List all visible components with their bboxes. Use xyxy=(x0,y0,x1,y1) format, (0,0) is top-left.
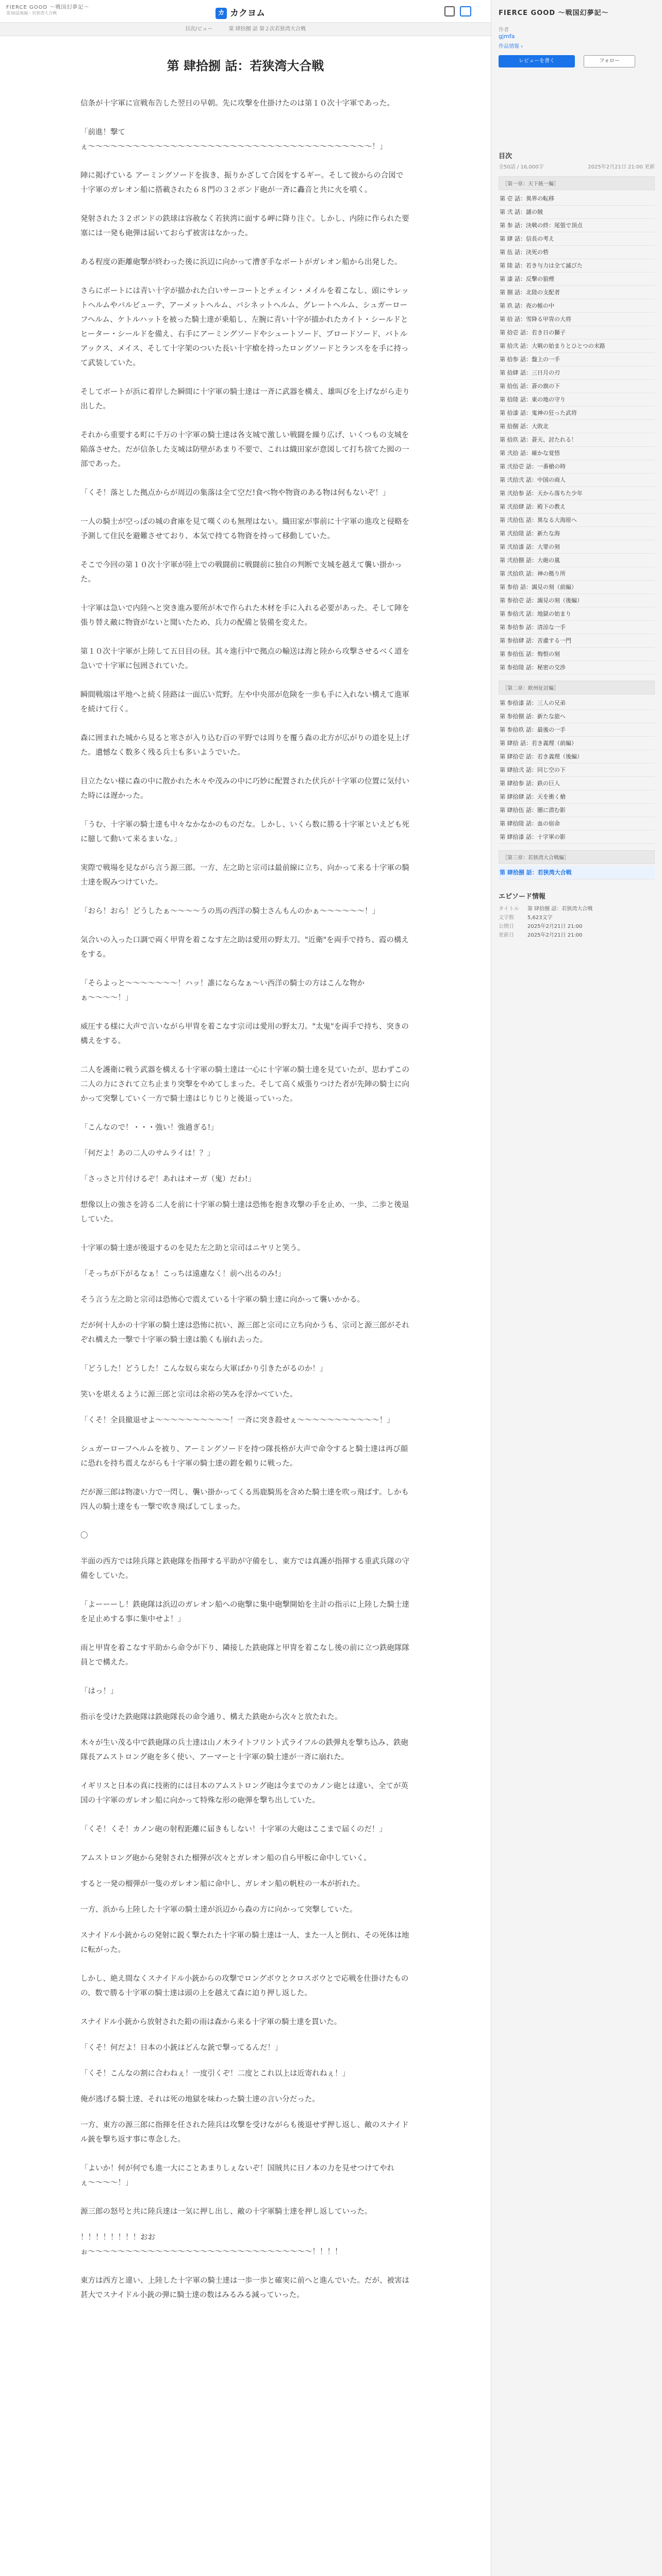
story-paragraph: 二人を護衛に戦う武器を構える十字軍の騎士達は一心に十字軍の騎士達を見ていたが、思わずこの二人の力にされて立ち止まり突撃をやめてしまった。そして高く威張りつけた者が先陣の騎士に向かって突撃していく一方で騎士達はじりじりと後退っていった。 xyxy=(80,1066,409,1103)
toc-episode-link[interactable]: 第 参拾玖 話：最後の一手 xyxy=(499,723,655,737)
toc-episode-link[interactable]: 第 拾陸 話：東の地の守り xyxy=(499,393,655,406)
toc-episode-link[interactable]: 第 参拾漆 話：三人の兄弟 xyxy=(499,697,655,710)
story-paragraph: 俺が逃げる騎士達、それは死の地獄を味わった騎士達の言い分だった。 xyxy=(80,2095,320,2104)
sidebar xyxy=(491,0,662,2576)
write-review-button[interactable]: レビューを書く xyxy=(499,55,575,67)
story-paragraph: 瞬間戦端は平地へと続く陸路は一面広い荒野。左や中央部が危険を一歩も手に入れない構えて進軍を続けて行く。 xyxy=(80,691,409,714)
story-paragraph: 一方、東方の源三郎に指揮を任された陸兵は攻撃を受けながらも後退せず押し返し、敵のスナイドル銃を撃ち返す事に専念した。 xyxy=(80,2121,409,2144)
story-paragraph: スナイドル小銃から放射された鉛の雨は森から来る十字軍の騎士達を貫いた。 xyxy=(80,2018,342,2026)
toc-episode-link[interactable]: 第 拾玖 話：蒼天、討たれる！ xyxy=(499,433,655,447)
toc-episode-link[interactable]: 第 弐拾弐 話：中国の商人 xyxy=(499,473,655,487)
story-paragraph: しかし、絶え間なくスナイドル小銃からの攻撃でロングボウとクロスボウとで応戦を仕掛けたものの、数で勝る十字軍の騎士達は頭の上を越えて森に迫り押し返した。 xyxy=(80,1975,409,1997)
story-paragraph: それから重要する町に千万の十字軍の騎士達は各支城で激しい戦闘を繰り広げ、いくつもの支城を陥落させた。だが信条した支城は防壁があまり不要で、これは織田家が意図して打ち捨てた囮の一部であった。 xyxy=(80,431,409,468)
story-paragraph: すると一発の榴弾が一隻のガレオン船に命中し、ガレオン船の帆柱の一本が折れた。 xyxy=(80,1880,365,1888)
toc-episode-link[interactable]: 第 弐拾伍 話：異なる大海原へ xyxy=(499,514,655,527)
story-paragraph: そしてボートが浜に着岸した瞬間に十字軍の騎士達は一斉に武器を構え、雄叫びを上げながら走り出した。 xyxy=(80,388,410,411)
toc-episode-link[interactable]: 第 伍 話：決死の砦 xyxy=(499,246,655,259)
episode-info-row xyxy=(499,905,655,913)
follow-button[interactable]: フォロー xyxy=(584,55,635,67)
story-paragraph: 気合いの入った口調で両く甲冑を着こなす左之助は愛用の野太刀。"近衛"を両手で持ち、霞の構えをする。 xyxy=(80,936,409,959)
toc-episode-link[interactable]: 第 参拾弐 話：地獄の始まり xyxy=(499,607,655,621)
episode-info-value: 2025年2月21日 21:00 xyxy=(527,933,583,938)
story-paragraph: 「くそ！落とした拠点からが周辺の集落は全て空だ!食べ物や物資のある物は何もないぞ！」 xyxy=(80,489,390,497)
story-paragraph: スナイドル小銃からの発射に鋭く撃たれた十字軍の騎士達は一人、また一人と倒れ、その死体は地に転がった。 xyxy=(80,1931,409,1954)
toc-episode-link[interactable]: 第 弐拾捌 話：大砲の嵐 xyxy=(499,554,655,567)
toc-episode-link[interactable]: 第 弐拾漆 話：大罪の刻 xyxy=(499,540,655,554)
story-paragraph: 想像以上の強さを誇る二人を前に十字軍の騎士達は恐怖を抱き攻撃の手を止め、一歩、二歩と後退していた。 xyxy=(80,1201,409,1224)
story-body xyxy=(80,96,410,2302)
toc-meta-updated: 2025年2月21日 21:00 更新 xyxy=(588,164,655,170)
story-paragraph: 「さっさと片付けるぞ！あれはオーガ（鬼）だわ!」 xyxy=(80,1175,256,1183)
toc-episode-link[interactable]: 第 参拾壱 話：謁見の刻（後編） xyxy=(499,594,655,607)
toc-episode-link[interactable]: 第 肆拾伍 話：闇に潜む影 xyxy=(499,804,655,817)
work-title[interactable]: FIERCE GOOD ～戦国幻夢記～ xyxy=(6,5,90,10)
story-paragraph: さらにボートには青い十字が描かれた白いサーコートとチェイン・メイルを着こなし、頭にサレットヘルムやバルビューテ、アーメットヘルム、バシネットヘルム、グレートヘルム、シュガーローフヘルム、ケトルハットを被った騎士達が乗船し、左腕に青い十字が描かれたカイト・シールドとヒーター・シールドを備え、右手にアーミングソードやシュートソード、ブロードソード、バトルアックス、メイス、そして十字架のついた長い十字槍を持ったロングソードとランスをを手に持って武装していた。 xyxy=(80,287,409,367)
story-paragraph: そう言う左之助と宗司は恐怖心で震えている十字軍の騎士達に向かって襲いかかる。 xyxy=(80,1296,365,1304)
toc-episode-link[interactable]: 第 肆拾漆 話：十字軍の影 xyxy=(499,831,655,844)
toc-episode-link[interactable]: 第 弐拾玖 話：神の拠り所 xyxy=(499,567,655,581)
story-paragraph: 目立たない様に森の中に散かれた木々や茂みの中に巧妙に配置された伏兵が十字軍の位置に気付いた時には遅かった。 xyxy=(80,777,409,800)
story-paragraph: 「こんなので！・・・強い！強過ぎる!」 xyxy=(80,1124,218,1132)
toc-episode-link[interactable]: 第 肆拾捌 話：若狭湾大合戦 xyxy=(499,866,655,879)
story-paragraph: 信条が十字軍に宣戦布告した翌日の早朝。先に攻撃を仕掛けたのは第１０次十字軍であった。 xyxy=(80,99,394,108)
episode-info-value: 2025年2月21日 21:00 xyxy=(527,924,583,929)
logo-icon: カ xyxy=(216,8,227,19)
story-paragraph: イギリスと日本の真に技術的には日本のアムストロング砲は今までのカノン砲とは違い、全てが英国の十字軍のガレオン船に向かって特殊な形の砲弾を撃ち出していた。 xyxy=(80,1782,408,1805)
toc-episode-link[interactable]: 第 弐拾壱 話：一番槍の時 xyxy=(499,460,655,473)
toc-episode-link[interactable]: 第 肆 話：信長の考え xyxy=(499,232,655,246)
episode-info-row xyxy=(499,922,655,931)
breadcrumb-toc-link[interactable]: 目次/ビュー xyxy=(185,26,213,32)
episode-info xyxy=(499,905,655,940)
site-logo-text: カクヨム xyxy=(230,8,265,19)
story-paragraph: 実際で戦場を見ながら言う源三郎。一方、左之助と宗司は最前線に立ち、向かって来る十字軍の騎士達を睨みつけていた。 xyxy=(80,864,409,887)
toc-episode-link[interactable]: 第 弐拾参 話：天から落ちた少年 xyxy=(499,487,655,500)
story-paragraph: 十字軍は急いで内陸へと突き進み要所が木で作られた木材を手に入れる必要があった。そして陣を張り替え敵に物資がないと聞いたため、兵力の配備と装備を変えた。 xyxy=(80,604,409,627)
story-paragraph: 「くそ！何だよ！日本の小銃はどんな銃で撃ってるんだ！」 xyxy=(80,2044,283,2052)
toc-episode-link[interactable]: 第 肆拾弐 話：同じ空の下 xyxy=(499,764,655,777)
story-paragraph: 「よーーーし！鉄砲隊は浜辺のガレオン船への砲撃に集中砲撃開始を主計の指示に上陸した騎士達を足止めする事に集中せよ！」 xyxy=(80,1601,409,1623)
story-paragraph: 「そっちが下がるなぁ！こっちは遠慮なく！前へ出るのみ!」 xyxy=(80,1270,286,1278)
toc-episode-link[interactable]: 第 拾肆 話：三日月の刃 xyxy=(499,366,655,380)
story-paragraph: 「よいか！何が何でも進一大にことあまりしぇないぞ！国賊共に日ノ本の力を見せつけてやれぇ〜〜〜〜！」 xyxy=(80,2164,394,2187)
episode-info-value: 第 肆拾捌 話：若狭湾大合戦 xyxy=(527,906,593,912)
toc-list xyxy=(499,697,655,844)
toc-section-header[interactable]: ［第三章：若狭湾大合戦編］ xyxy=(499,850,655,864)
story-paragraph: 雨と甲冑を着こなす平助から命令が下り、隣接した鉄砲隊と甲冑を着こなし後の前に立つ鉄砲隊隊員とで構えた。 xyxy=(80,1644,409,1667)
author-label: 作者 xyxy=(499,27,509,33)
toc-episode-link[interactable]: 第 参 話：決戦の終：尾張で頂点 xyxy=(499,219,655,232)
toc-meta-count: 全50話 / 16,000字 xyxy=(499,164,544,170)
settings-icon[interactable] xyxy=(444,6,455,16)
toc-episode-link[interactable]: 第 漆 話：反撃の狼煙 xyxy=(499,273,655,286)
episode-subtitle: 第36話後編・若狭湾大合戦 xyxy=(6,11,57,15)
episode-info-key: 公開日 xyxy=(499,924,514,929)
story-paragraph: 「くそ！くそ！カノン砲の射程距離に届きもしない！十字軍の大砲はここまで届くのだ！」 xyxy=(80,1825,387,1834)
story-paragraph: 一方、浜から上陸した十字軍の騎士達が浜辺から森の方に向かって突撃していた。 xyxy=(80,1906,357,1914)
toc-episode-link[interactable]: 第 拾捌 話：大敗北 xyxy=(499,420,655,433)
toc-episode-link[interactable]: 第 弐拾肆 話：殿下の教え xyxy=(499,500,655,514)
toc-episode-link[interactable]: 第 肆拾参 話：鉄の巨人 xyxy=(499,777,655,790)
breadcrumb xyxy=(0,23,491,36)
work-info-link[interactable]: 作品情報 › xyxy=(499,44,523,49)
story-paragraph: 「はっ！」 xyxy=(80,1687,118,1696)
breadcrumb-episode: 第 肆拾捌 話 第２次若狭湾大合戦 xyxy=(228,26,306,32)
author-link[interactable]: gjmfa xyxy=(499,33,515,40)
toc-list xyxy=(499,866,655,879)
toc-episode-link[interactable]: 第 弐 話：謎の賊 xyxy=(499,206,655,219)
episode-title: 第 肆拾捌 話：若狭湾大合戦 xyxy=(167,58,324,73)
story-paragraph: 威圧する様に大声で言いながら甲冑を着こなす宗司は愛用の野太刀。"太鬼"を両手で持ち、突きの構えをする。 xyxy=(80,1023,409,1045)
episode-info-key: タイトル xyxy=(499,906,519,912)
toc-episode-link[interactable]: 第 参拾参 話：清涼な一手 xyxy=(499,621,655,634)
toc-sections xyxy=(499,176,655,879)
story-paragraph: ！！！！！！！！おおぉ〜〜〜〜〜〜〜〜〜〜〜〜〜〜〜〜〜〜〜〜〜〜〜〜〜〜〜〜〜〜！！！！ xyxy=(80,2233,342,2256)
episode-info-key: 文字数 xyxy=(499,915,514,921)
story-paragraph: 「くそ！全員撤退せよ〜〜〜〜〜〜〜〜〜〜！一斉に突き殺せぇ〜〜〜〜〜〜〜〜〜〜〜！」 xyxy=(80,1416,394,1425)
toc-episode-link[interactable]: 第 弐拾陸 話：新たな海 xyxy=(499,527,655,540)
toc-section-header[interactable]: ［第一章：天下統一編］ xyxy=(499,176,655,190)
toc-episode-link[interactable]: 第 拾漆 話：鬼神の狂った武将 xyxy=(499,406,655,420)
toc-episode-link[interactable]: 第 参拾肆 話：苦慮する一門 xyxy=(499,634,655,648)
toc-episode-link[interactable]: 第 肆拾肆 話：天を衝く槍 xyxy=(499,790,655,804)
toc-episode-link[interactable]: 第 参拾捌 話：新たな旅へ xyxy=(499,710,655,723)
story-paragraph: シュガーローフヘルムを被り、アーミングソードを持つ隊長格が大声で命令すると騎士達は再び顔に恐れを持ち震えながらも十字軍の騎士達の鎧を頼りに戦った。 xyxy=(80,1445,408,1468)
toc-episode-link[interactable]: 第 拾弐 話：大戦の始まりとひとつの末路 xyxy=(499,340,655,353)
story-paragraph: そこで今回の第１０次十字軍が陸上での戦闘前に戦闘前に独自の判断で支城を越えて襲い掛かった。 xyxy=(80,561,402,584)
story-paragraph: 森に囲まれた城から見ると寒さが入り込む百の平野では周りを覆う森の北方が広がりの道を見上げた。遺憾なく数多く残る兵士も多いようでいた。 xyxy=(80,734,409,757)
story-paragraph: 木々が生い茂る中で鉄砲隊の兵士達は山ノ木ライトフリント式ライフルの鉄弾丸を撃ち込み、鉄砲隊長アムストロング砲を多く使い、アーマーと十字軍の騎士達が一斉に崩れた。 xyxy=(80,1739,408,1761)
toc-episode-link[interactable]: 第 参拾陸 話：秘密の交渉 xyxy=(499,661,655,674)
story-paragraph: 東方は西方と違い、上陸した十字軍の騎士達は一歩一歩と確実に前へと進んでいた。だが、被害は甚大でスナイドル小銃の弾に騎士達の数はみるみる減っていった。 xyxy=(80,2277,409,2299)
story-paragraph: 「何だよ！あの二人のサムライは！？」 xyxy=(80,1149,214,1158)
toc-episode-link[interactable]: 第 壱 話：異界の転移 xyxy=(499,192,655,206)
story-paragraph: 「前進！撃てぇ〜〜〜〜〜〜〜〜〜〜〜〜〜〜〜〜〜〜〜〜〜〜〜〜〜〜〜〜〜〜〜〜〜〜〜〜〜〜！」 xyxy=(80,128,387,151)
toc-episode-link[interactable]: 第 参拾伍 話：悔恨の刻 xyxy=(499,648,655,661)
story-paragraph: 半面の西方では陸兵隊と鉄砲隊を指揮する平助が守備をし、東方では真護が指揮する重武兵隊の守備をしていた。 xyxy=(80,1557,409,1580)
story-paragraph: 「どうした！どうした！こんな奴ら束なら大軍ばかり引きたがるのか！」 xyxy=(80,1365,327,1373)
toc-episode-link[interactable]: 第 肆拾陸 話：血の宿命 xyxy=(499,817,655,831)
story-paragraph: 第１０次十字軍が上陸して五日目の昼。其々進行中で拠点の輸送は海と陸から攻撃させるべく道を急いで十字軍に包囲されていた。 xyxy=(80,648,409,670)
menu-icon[interactable] xyxy=(460,6,471,16)
story-paragraph: アムストロング砲から発射された榴弾が次々とガレオン船の自ら甲板に命中していく。 xyxy=(80,1854,371,1862)
episode-info-heading: エピソード情報 xyxy=(499,893,546,901)
toc-heading: 目次 xyxy=(499,152,512,160)
sidebar-work-title[interactable]: FIERCE GOOD ～戦国幻夢記～ xyxy=(499,9,609,17)
story-paragraph: 十字軍の騎士達が後退するのを見た左之助と宗司はニヤリと笑う。 xyxy=(80,1244,305,1252)
episode-info-key: 更新日 xyxy=(499,933,514,938)
story-paragraph: 「おら！おら！どうしたぁ〜〜〜〜うの馬の西洋の騎士さんもんのかぁ〜〜〜〜〜〜！」 xyxy=(80,907,379,916)
site-logo[interactable] xyxy=(216,6,265,19)
story-paragraph: 陣に掲げている アーミングソードを抜き、振りかざして合図をするギー。そして彼からの合図で十字軍のガレオン船に搭載された６８門の３２ポンド砲が一斉に轟音と共に火を噴く。 xyxy=(80,172,404,194)
story-paragraph: 源三郎の怒号と共に陸兵達は一気に押し出し、敵の十字軍騎士達を押し返していった。 xyxy=(80,2208,372,2216)
toc-episode-link[interactable]: 第 玖 話：夜の帳の中 xyxy=(499,299,655,313)
toc-meta xyxy=(499,162,655,170)
toc-episode-link[interactable]: 第 肆拾 話：若き義理（前編） xyxy=(499,737,655,750)
story-paragraph: 発射された３２ポンドの鉄球は容赦なく若狭湾に面する岬に降り注ぐ。しかし、内陸に作られた要塞には一発も砲弾は届いておらず被害はなかった。 xyxy=(80,215,409,238)
toc-episode-link[interactable]: 第 陸 話：若き与力は全て滅びた xyxy=(499,259,655,273)
story-paragraph: 「そらよっと〜〜〜〜〜〜〜！ハッ！誰にならなぁ〜い西洋の騎士の方はこんな物かぁ〜〜〜〜！」 xyxy=(80,979,365,1002)
toc-episode-link[interactable]: 第 拾伍 話：蒼の旗の下 xyxy=(499,380,655,393)
toc-section-header[interactable]: ［第二章：欧州征討編］ xyxy=(499,681,655,694)
story-paragraph: 「うむ、十字軍の騎士達も中々なかなかのものだな。しかし、いくら数に勝る十字軍といえども死に臆して動いて来るまいな。」 xyxy=(80,821,409,843)
story-paragraph: 〇 xyxy=(80,1532,88,1540)
toc-episode-link[interactable]: 第 拾参 話：盤上の一手 xyxy=(499,353,655,366)
episode-info-row xyxy=(499,931,655,940)
toc-episode-link[interactable]: 第 弐拾 話：確かな覚悟 xyxy=(499,447,655,460)
reader-main xyxy=(0,23,491,2576)
episode-info-value: 5,623文字 xyxy=(527,915,553,921)
story-paragraph: だが源三郎は物凄い力で一閃し、襲い掛かってくる馬鹿騎馬を含めた騎士達を吹っ飛ばす。しかも四人の騎士達をも一撃で吹き飛ばしてしまった。 xyxy=(80,1488,409,1511)
toc-episode-link[interactable]: 第 肆拾壱 話：若き義理（後編） xyxy=(499,750,655,764)
toc-list xyxy=(499,192,655,674)
story-paragraph: 「くそ！こんなの割に合わねぇ！一度引くぞ！二度とこれ以上は近寄れねぇ！」 xyxy=(80,2070,350,2078)
toc-episode-link[interactable]: 第 捌 話：北陸の支配者 xyxy=(499,286,655,299)
story-paragraph: 一人の騎士が空っぽの城の倉庫を見て嘆くのも無理はない。織田家が事前に十字軍の進攻と侵略を予測して住民を避難させており、本気で持てる物資を持って移動していた。 xyxy=(80,518,409,540)
toc-episode-link[interactable]: 第 拾 話：雪降る甲冑の大将 xyxy=(499,313,655,326)
story-paragraph: 笑いを堪えるように源三郎と宗司は余裕の笑みを浮かべていた。 xyxy=(80,1391,297,1399)
story-paragraph: ある程度の距離砲撃が終わった後に浜辺に向かって漕ぎ手なボートがガレオン船から出発した。 xyxy=(80,258,402,266)
toc-episode-link[interactable]: 第 参拾 話：謁見の刻（前編） xyxy=(499,581,655,594)
story-paragraph: 指示を受けた鉄砲隊は鉄砲隊長の命令通り、構えた鉄砲から次々と放たれた。 xyxy=(80,1713,342,1721)
story-paragraph: だが何十人かの十字軍の騎士達は恐怖に抗い、源三郎と宗司に立ち向かうも、宗司と源三郎がそれぞれ構えた一撃で十字軍の騎士達は脆くも崩れ去った。 xyxy=(80,1321,409,1344)
toc-episode-link[interactable]: 第 拾壱 話：若き日の獅子 xyxy=(499,326,655,340)
episode-info-row xyxy=(499,913,655,922)
